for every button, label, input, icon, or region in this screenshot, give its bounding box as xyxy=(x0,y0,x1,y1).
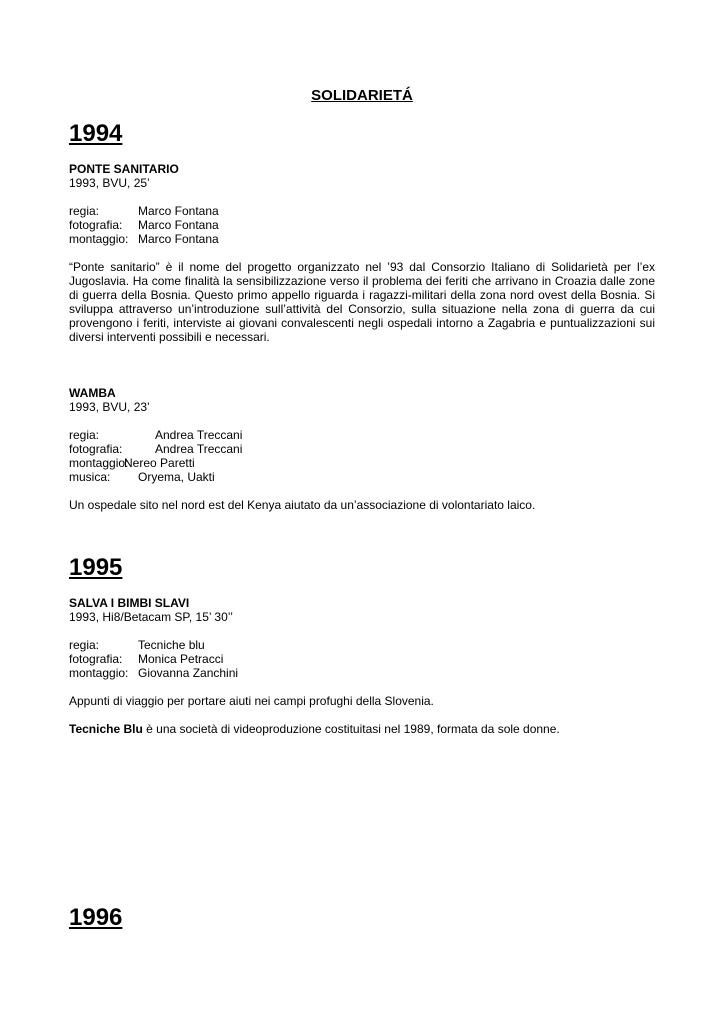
film-description: Un ospedale sito nel nord est del Kenya aiutato da un’associazione di volontariato laico. xyxy=(69,498,536,512)
credit-row xyxy=(69,470,655,484)
credit-role: montaggio: xyxy=(69,666,129,680)
credit-role: fotografia: xyxy=(69,652,123,666)
page-title: SOLIDARIETÁ xyxy=(311,87,413,104)
credit-name: Oryema, Uakti xyxy=(138,470,215,484)
film-info: 1993, Hi8/Betacam SP, 15’ 30’’ xyxy=(69,610,233,624)
company-note xyxy=(69,722,655,736)
film-description: Appunti di viaggio per portare aiuti nei campi profughi della Slovenia. xyxy=(69,694,434,708)
credit-role: fotografia: xyxy=(69,442,123,456)
credit-name: Andrea Treccani xyxy=(155,442,243,456)
credit-row xyxy=(69,638,655,652)
credit-row xyxy=(69,442,655,456)
film-title: PONTE SANITARIO xyxy=(69,162,179,176)
credit-name: Giovanna Zanchini xyxy=(138,666,239,680)
credit-role: regia: xyxy=(69,428,100,442)
film-description: “Ponte sanitario” è il nome del progetto organizzato nel ’93 dal Consorzio Italiano di Solidarietà per l’ex Jugoslavia. Ha come finalità la sensibilizzazione verso il problema dei feriti che arrivano in Croazia dalle zone di guerra della Bosnia. Questo primo appello riguarda i ragazzi-militari della zona nord ovest della Bosnia. Si sviluppa attraverso un’introduzione sull’attività del Consorzio, sulla situazione nella zona di guerra da cui provengono i feriti, interviste ai giovani convalescenti negli ospedali intorno a Zagabria e puntualizzazioni sui diversi interventi possibili e necessari. xyxy=(69,260,655,344)
film-title: WAMBA xyxy=(69,386,116,400)
year-heading-1996: 1996 xyxy=(69,904,123,931)
credit-role: musica: xyxy=(69,470,111,484)
credit-row xyxy=(69,666,655,680)
credit-role: montaggio: xyxy=(69,232,129,246)
credit-name: Marco Fontana xyxy=(138,232,219,246)
film-info: 1993, BVU, 25’ xyxy=(69,176,150,190)
credit-name: Andrea Treccani xyxy=(155,428,243,442)
credit-row xyxy=(69,456,655,470)
credit-row xyxy=(69,218,655,232)
credit-name: Tecniche blu xyxy=(138,638,205,652)
credit-name: Marco Fontana xyxy=(138,204,219,218)
credit-role: fotografia: xyxy=(69,218,123,232)
film-entry-ponte-sanitario xyxy=(69,162,655,344)
credit-name: Monica Petracci xyxy=(138,652,224,666)
credit-row xyxy=(69,428,655,442)
film-entry-wamba xyxy=(69,386,655,512)
credit-name: Nereo Paretti xyxy=(124,456,195,470)
company-note-text: è una società di videoproduzione costituitasi nel 1989, formata da sole donne. xyxy=(142,722,560,736)
credit-role: montaggio: xyxy=(69,456,129,470)
credit-name: Marco Fontana xyxy=(138,218,219,232)
credit-role: regia: xyxy=(69,204,100,218)
company-name: Tecniche Blu xyxy=(69,722,143,736)
film-title: SALVA I BIMBI SLAVI xyxy=(69,596,190,610)
year-heading-1994: 1994 xyxy=(69,120,123,147)
credit-role: regia: xyxy=(69,638,100,652)
film-entry-salva-i-bimbi-slavi xyxy=(69,596,655,736)
credit-row xyxy=(69,204,655,218)
film-info: 1993, BVU, 23’ xyxy=(69,400,150,414)
credit-row xyxy=(69,652,655,666)
year-heading-1995: 1995 xyxy=(69,554,123,581)
credit-row xyxy=(69,232,655,246)
